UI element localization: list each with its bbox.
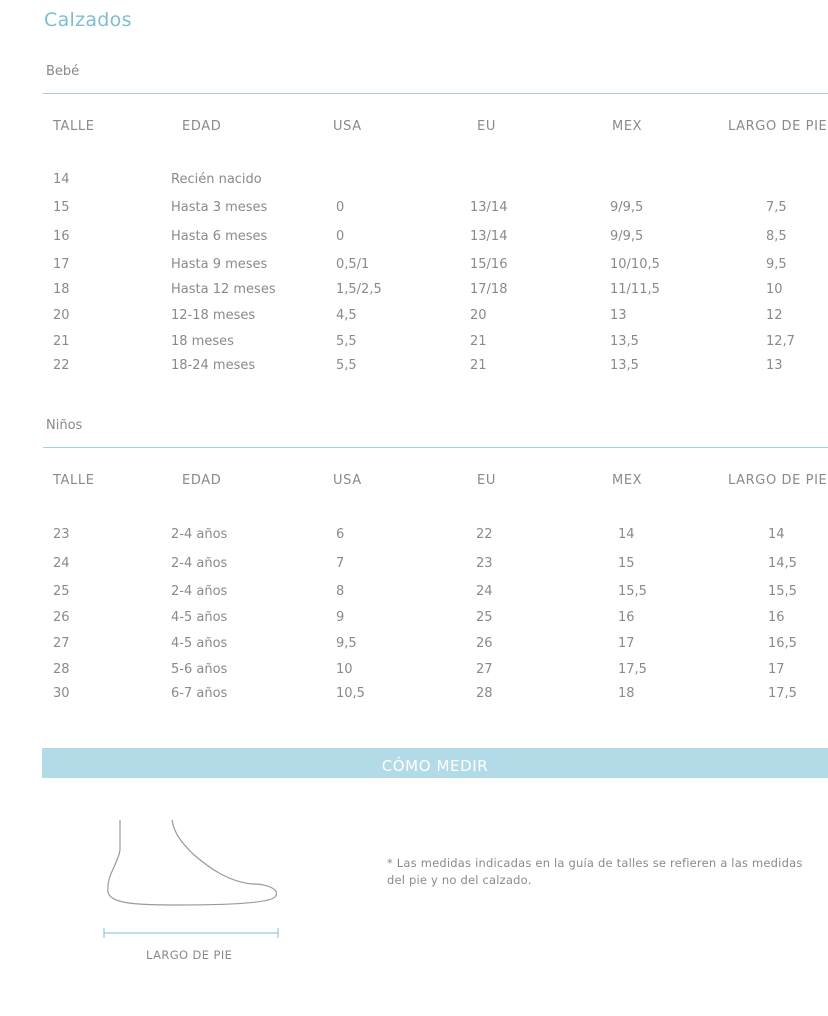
- table-cell: 20: [470, 308, 487, 323]
- table-cell: 13: [610, 308, 627, 323]
- table-cell: 1,5/2,5: [336, 282, 382, 297]
- table-cell: 7: [336, 556, 345, 571]
- column-header: EDAD: [182, 119, 222, 134]
- table-cell: 25: [53, 584, 70, 599]
- table-cell: 24: [476, 584, 493, 599]
- table-cell: 27: [53, 636, 70, 651]
- table-cell: 18: [618, 686, 635, 701]
- table-cell: 10/10,5: [610, 257, 660, 272]
- table-cell: 9: [336, 610, 345, 625]
- table-cell: 26: [476, 636, 493, 651]
- table-cell: 18: [53, 282, 70, 297]
- table-cell: 4-5 años: [171, 636, 228, 651]
- table-cell: 28: [53, 662, 70, 677]
- table-cell: 15/16: [470, 257, 508, 272]
- table-cell: 13: [766, 358, 783, 373]
- table-cell: 6: [336, 527, 345, 542]
- table-cell: 17,5: [618, 662, 647, 677]
- table-cell: 7,5: [766, 200, 787, 215]
- table-cell: 13,5: [610, 358, 639, 373]
- foot-length-caption: LARGO DE PIE: [146, 948, 233, 962]
- table-cell: 14,5: [768, 556, 797, 571]
- table-cell: 30: [53, 686, 70, 701]
- column-header: EU: [477, 119, 496, 134]
- foot-outline-icon: [98, 812, 288, 942]
- table-cell: Hasta 9 meses: [171, 257, 268, 272]
- table-cell: 15,5: [768, 584, 797, 599]
- table-cell: 23: [53, 527, 70, 542]
- table-cell: 17/18: [470, 282, 508, 297]
- table-cell: 14: [618, 527, 635, 542]
- column-header: MEX: [612, 473, 643, 488]
- table-cell: Hasta 3 meses: [171, 200, 268, 215]
- table-cell: 10: [336, 662, 353, 677]
- column-header: TALLE: [53, 119, 95, 134]
- table-cell: 5,5: [336, 358, 357, 373]
- table-cell: 26: [53, 610, 70, 625]
- table-cell: 22: [53, 358, 70, 373]
- table-cell: 13,5: [610, 334, 639, 349]
- table-cell: 28: [476, 686, 493, 701]
- table-cell: 4,5: [336, 308, 357, 323]
- table-cell: 5-6 años: [171, 662, 228, 677]
- column-header: EDAD: [182, 473, 222, 488]
- column-header: USA: [333, 473, 362, 488]
- table-cell: 15,5: [618, 584, 647, 599]
- how-to-measure-bar: CÓMO MEDIR: [42, 748, 828, 778]
- table-cell: 10,5: [336, 686, 365, 701]
- column-header: MEX: [612, 119, 643, 134]
- table-cell: 2-4 años: [171, 584, 228, 599]
- table-cell: 9/9,5: [610, 229, 644, 244]
- table-cell: 18-24 meses: [171, 358, 256, 373]
- table-cell: Hasta 12 meses: [171, 282, 276, 297]
- table-cell: 0: [336, 229, 345, 244]
- table-cell: 18 meses: [171, 334, 234, 349]
- section-label: Niños: [46, 418, 83, 433]
- table-cell: 24: [53, 556, 70, 571]
- table-cell: 5,5: [336, 334, 357, 349]
- column-header: USA: [333, 119, 362, 134]
- table-cell: 10: [766, 282, 783, 297]
- table-cell: 9,5: [336, 636, 357, 651]
- table-cell: 16: [618, 610, 635, 625]
- section-divider: [43, 93, 828, 94]
- table-cell: 9/9,5: [610, 200, 644, 215]
- table-cell: Hasta 6 meses: [171, 229, 268, 244]
- table-cell: 27: [476, 662, 493, 677]
- table-cell: 15: [53, 200, 70, 215]
- table-cell: 4-5 años: [171, 610, 228, 625]
- section-label: Bebé: [46, 64, 80, 79]
- table-cell: 14: [768, 527, 785, 542]
- table-cell: 17,5: [768, 686, 797, 701]
- column-header: EU: [477, 473, 496, 488]
- table-cell: 21: [53, 334, 70, 349]
- table-cell: 25: [476, 610, 493, 625]
- table-cell: 16: [768, 610, 785, 625]
- table-cell: 13/14: [470, 229, 508, 244]
- table-cell: 16,5: [768, 636, 797, 651]
- table-cell: 11/11,5: [610, 282, 660, 297]
- table-cell: 17: [618, 636, 635, 651]
- table-cell: 12-18 meses: [171, 308, 256, 323]
- measurement-note: * Las medidas indicadas en la guía de talles se refieren a las medidas del pie y no del calzado.: [387, 856, 803, 887]
- table-cell: 15: [618, 556, 635, 571]
- table-cell: 22: [476, 527, 493, 542]
- section-divider: [43, 447, 828, 448]
- table-cell: 8: [336, 584, 345, 599]
- table-cell: 0: [336, 200, 345, 215]
- table-cell: 21: [470, 334, 487, 349]
- table-cell: 9,5: [766, 257, 787, 272]
- table-cell: 23: [476, 556, 493, 571]
- table-cell: Recién nacido: [171, 172, 262, 187]
- table-cell: 17: [53, 257, 70, 272]
- table-cell: 17: [768, 662, 785, 677]
- table-cell: 12,7: [766, 334, 795, 349]
- table-cell: 2-4 años: [171, 527, 228, 542]
- table-cell: 6-7 años: [171, 686, 228, 701]
- table-cell: 0,5/1: [336, 257, 370, 272]
- column-header: LARGO DE PIE: [728, 473, 828, 488]
- table-cell: 21: [470, 358, 487, 373]
- table-cell: 2-4 años: [171, 556, 228, 571]
- table-cell: 16: [53, 229, 70, 244]
- table-cell: 12: [766, 308, 783, 323]
- page-title: Calzados: [44, 9, 132, 31]
- table-cell: 8,5: [766, 229, 787, 244]
- table-cell: 14: [53, 172, 70, 187]
- column-header: LARGO DE PIE: [728, 119, 828, 134]
- table-cell: 20: [53, 308, 70, 323]
- column-header: TALLE: [53, 473, 95, 488]
- table-cell: 13/14: [470, 200, 508, 215]
